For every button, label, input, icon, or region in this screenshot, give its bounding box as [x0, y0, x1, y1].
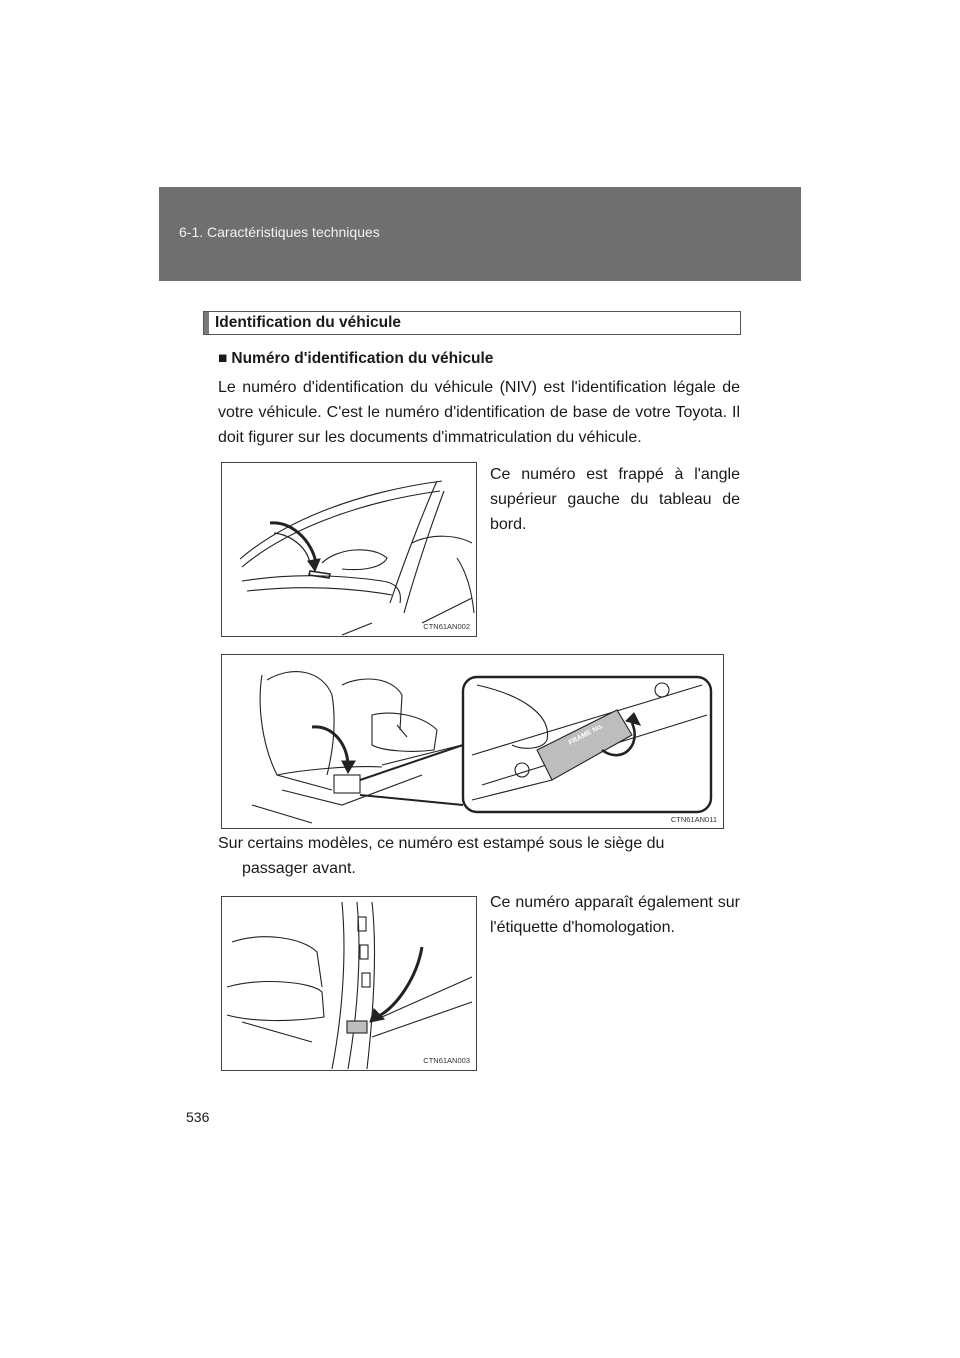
square-bullet-icon: ■ [218, 350, 228, 367]
figure-code: CTN61AN003 [423, 1056, 470, 1065]
frame-plate-text: FRAME No. [567, 722, 605, 747]
seat-note-line1: Sur certains modèles, ce numéro est estampé sous le siège du [218, 835, 665, 852]
seat-note [218, 831, 740, 881]
seat-note-line2: passager avant. [242, 860, 356, 877]
dashboard-illustration [221, 462, 477, 637]
page-number: 536 [186, 1109, 210, 1125]
section-title: Identification du véhicule [215, 314, 402, 331]
section-title-box [203, 311, 741, 335]
subheading-text: Numéro d'identification du véhicule [231, 350, 494, 367]
chapter-section-label: 6-1. Caractéristiques techniques [179, 224, 380, 240]
dashboard-note: Ce numéro est frappé à l'angle supérieur gauche du tableau de bord. [490, 466, 740, 533]
subheading [218, 350, 493, 368]
door-pillar-illustration [221, 896, 477, 1071]
figure-code: CTN61AN002 [423, 622, 470, 631]
page-header [159, 187, 801, 281]
figure-code: CTN61AN011 [670, 815, 717, 824]
section-title-bar [204, 312, 209, 334]
label-note: Ce numéro apparaît également sur l'étiquette d'homologation. [490, 894, 740, 936]
intro-paragraph: Le numéro d'identification du véhicule (NIV) est l'identification légale de votre véhicule. C'est le numéro d'identification de base de votre Toyota. Il doit figurer sur les documents d'immatriculation du véhicule. [218, 379, 740, 446]
seat-illustration [221, 654, 724, 829]
